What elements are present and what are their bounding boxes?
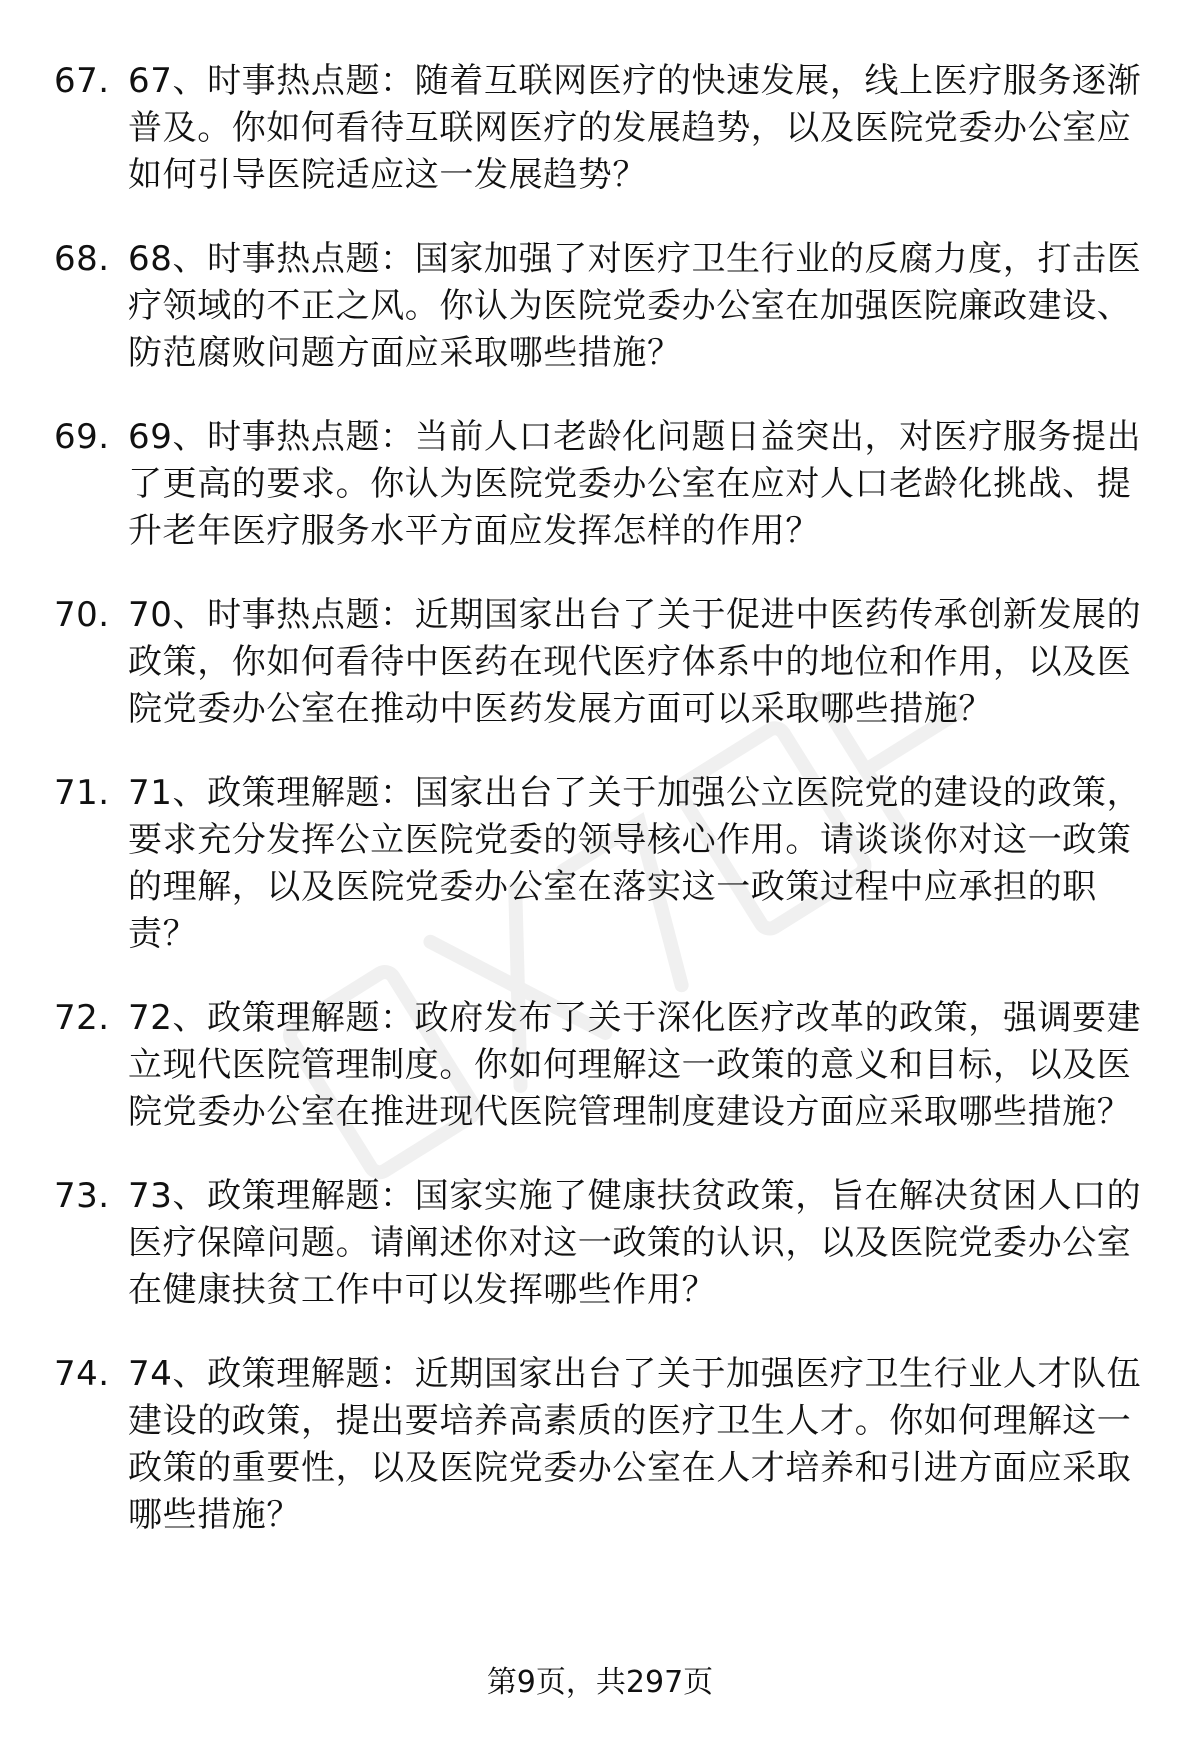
question-number: 67. xyxy=(54,61,110,101)
question-text: 70、时事热点题：近期国家出台了关于促进中医药传承创新发展的政策，你如何看待中医药在现代医疗体系中的地位和作用，以及医院党委办公室在推动中医药发展方面可以采取哪些措施？ xyxy=(128,595,1142,729)
question-list xyxy=(0,58,1200,1576)
question-item xyxy=(0,58,1200,199)
question-text: 73、政策理解题：国家实施了健康扶贫政策，旨在解决贫困人口的医疗保障问题。请阐述你对这一政策的认识，以及医院党委办公室在健康扶贫工作中可以发挥哪些作用？ xyxy=(128,1176,1142,1310)
question-text: 67、时事热点题：随着互联网医疗的快速发展，线上医疗服务逐渐普及。你如何看待互联网医疗的发展趋势，以及医院党委办公室应如何引导医院适应这一发展趋势？ xyxy=(128,61,1142,195)
question-text: 72、政策理解题：政府发布了关于深化医疗改革的政策，强调要建立现代医院管理制度。你如何理解这一政策的意义和目标，以及医院党委办公室在推进现代医院管理制度建设方面应采取哪些措施？ xyxy=(128,998,1142,1132)
question-item xyxy=(0,995,1200,1136)
question-number: 70. xyxy=(54,595,110,635)
page-footer: 第9页，共297页 xyxy=(486,1665,714,1700)
question-item xyxy=(0,236,1200,377)
question-text: 69、时事热点题：当前人口老龄化问题日益突出，对医疗服务提出了更高的要求。你认为医院党委办公室在应对人口老龄化挑战、提升老年医疗服务水平方面应发挥怎样的作用？ xyxy=(128,417,1142,551)
question-number: 73. xyxy=(54,1176,110,1216)
question-number: 71. xyxy=(54,773,110,813)
question-number: 69. xyxy=(54,417,110,457)
question-text: 68、时事热点题：国家加强了对医疗卫生行业的反腐力度，打击医疗领域的不正之风。你认为医院党委办公室在加强医院廉政建设、防范腐败问题方面应采取哪些措施？ xyxy=(128,239,1142,373)
question-number: 74. xyxy=(54,1354,110,1394)
question-number: 72. xyxy=(54,998,110,1038)
question-item xyxy=(0,592,1200,733)
question-text: 71、政策理解题：国家出台了关于加强公立医院党的建设的政策，要求充分发挥公立医院党委的领导核心作用。请谈谈你对这一政策的理解，以及医院党委办公室在落实这一政策过程中应承担的职责？ xyxy=(128,773,1142,954)
question-item xyxy=(0,414,1200,555)
question-item xyxy=(0,770,1200,958)
question-item xyxy=(0,1173,1200,1314)
question-item xyxy=(0,1351,1200,1539)
question-text: 74、政策理解题：近期国家出台了关于加强医疗卫生行业人才队伍建设的政策，提出要培养高素质的医疗卫生人才。你如何理解这一政策的重要性，以及医院党委办公室在人才培养和引进方面应采取哪些措施？ xyxy=(128,1354,1142,1535)
question-number: 68. xyxy=(54,239,110,279)
